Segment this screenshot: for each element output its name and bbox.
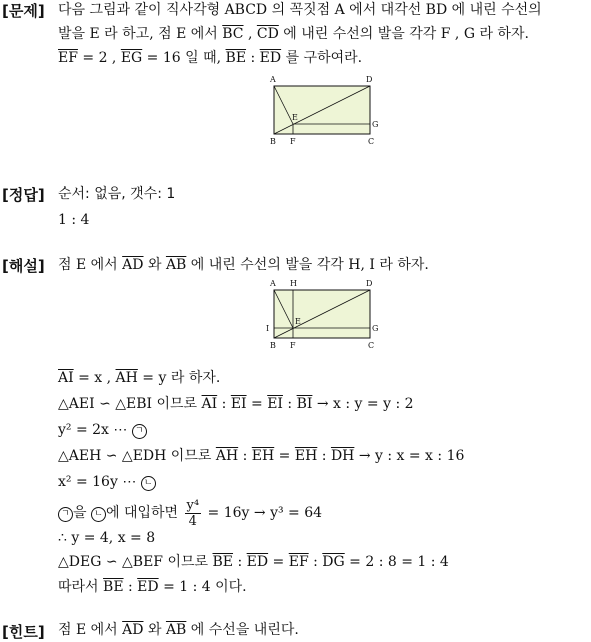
label-g: G bbox=[372, 324, 379, 333]
answer-line-1: 순서: 없음, 갯수: 1 bbox=[58, 186, 176, 202]
circled-nieun: ㄴ bbox=[91, 507, 106, 522]
solution-line-7: ㄱ 을 ㄴ 에 대입하면 $\frac{\text{y⁴}}{4}$ = 16y → y³ = 64 bbox=[58, 496, 322, 530]
label-c: C bbox=[368, 137, 375, 146]
problem-tag: [문제] bbox=[2, 2, 45, 20]
problem-line-1: 다음 그림과 같이 직사각형 ABCD 의 꼭짓점 A 에서 대각선 BD 에 내린 수선의 bbox=[58, 2, 542, 18]
label-b: B bbox=[270, 341, 276, 350]
solution-line-3: △AEI ∽ △EBI 이므로 $\overline{AI}$ : $\overline{EI} = \overline{EI}$ : $\overline{BI} \to x$ : y = y : 2 bbox=[58, 396, 414, 412]
fraction-y4-over-4: $\frac{\text{y⁴}}{4}$ bbox=[186, 497, 200, 529]
label-b: B bbox=[270, 137, 276, 146]
circled-nieun: ㄴ bbox=[141, 476, 156, 491]
label-g: G bbox=[372, 120, 379, 129]
solution-line-9: △DEG ∽ △BEF 이므로 $\overline{BE}$ : $\overline{ED} = \overline{EF}$ : $\overline{DG} = 2$ : 8 = 1 : 4 bbox=[58, 554, 449, 570]
problem-line-2: 발을 E 라 하고, 점 E 에서 $\overline{BC}$ , $\overline{CD}$ 에 내린 수선의 발을 각각 F , G 라 하자. bbox=[58, 26, 529, 42]
problem-line-3: $\overline{EF} = 2$ , $\overline{EG} = 16$ 일 때, $\overline{BE}$ : $\overline{ED}$ 를 구하여라. bbox=[58, 50, 363, 66]
solution-line-1: 점 E 에서 $\overline{AD}$ 와 $\overline{AB}$ 에 내린 수선의 발을 각각 H, I 라 하자. bbox=[58, 257, 429, 273]
label-i: I bbox=[266, 324, 270, 333]
answer-tag: [정답] bbox=[2, 186, 45, 204]
solution-line-4: y² = 2x ⋯ ㄱ bbox=[58, 420, 147, 440]
solution-tag: [해설] bbox=[2, 257, 45, 275]
solution-line-5: △AEH ∽ △EDH 이므로 $\overline{AH}$ : $\overline{EH} = \overline{EH}$ : $\overline{DH} \to y$ : x = x : 16 bbox=[58, 448, 465, 464]
label-d: D bbox=[366, 279, 373, 288]
label-e: E bbox=[292, 113, 298, 122]
solution-line-6: x² = 16y ⋯ ㄴ bbox=[58, 472, 156, 492]
label-f: F bbox=[290, 341, 296, 350]
solution-line-10: 따라서 $\overline{BE}$ : $\overline{ED} = 1$ : 4 이다. bbox=[58, 579, 247, 595]
solution-line-8: ∴ y = 4, x = 8 bbox=[58, 530, 156, 546]
hint-tag: [힌트] bbox=[2, 623, 45, 641]
label-h: H bbox=[290, 279, 297, 288]
circled-giyeok: ㄱ bbox=[132, 424, 147, 439]
answer-line-2: 1 : 4 bbox=[58, 212, 90, 228]
solution-figure bbox=[262, 276, 382, 352]
label-a: A bbox=[270, 279, 276, 288]
label-e: E bbox=[295, 317, 301, 326]
label-c: C bbox=[368, 341, 375, 350]
problem-figure bbox=[262, 72, 382, 148]
label-f: F bbox=[290, 137, 296, 146]
solution-line-2: $\overline{AI} = x$ , $\overline{AH} = y$ 라 하자. bbox=[58, 370, 221, 386]
hint-line: 점 E 에서 $\overline{AD}$ 와 $\overline{AB}$ 에 수선을 내린다. bbox=[58, 622, 299, 638]
label-a: A bbox=[270, 75, 276, 84]
circled-giyeok: ㄱ bbox=[58, 507, 73, 522]
label-d: D bbox=[366, 75, 373, 84]
